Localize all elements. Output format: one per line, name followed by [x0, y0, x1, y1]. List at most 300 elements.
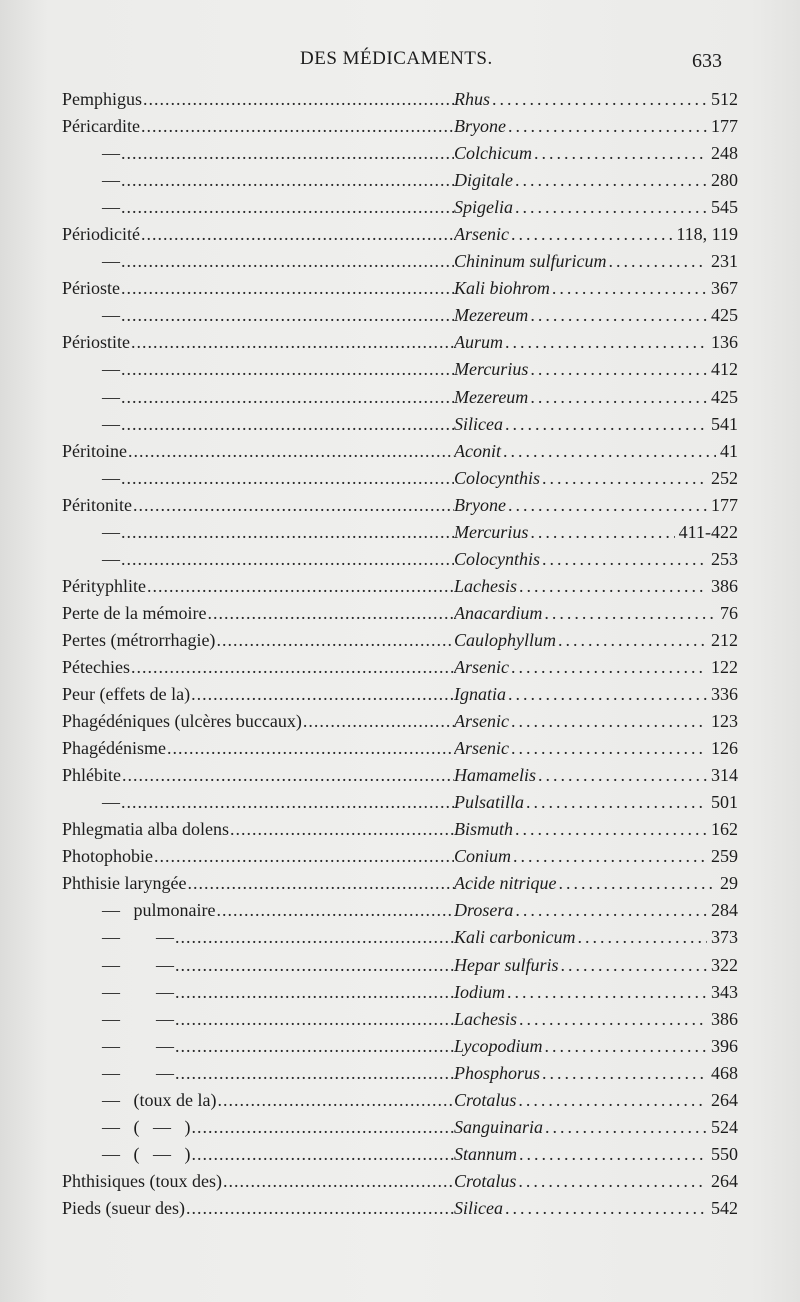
entry-remedy: Mezereum — [454, 305, 529, 326]
index-entry — [62, 384, 738, 411]
entry-remedy-column — [454, 1033, 738, 1060]
entry-remedy: Mercurius — [454, 521, 529, 542]
entry-term-column — [62, 681, 454, 708]
entry-term-column — [62, 573, 454, 600]
entry-pages: 264 — [711, 1170, 738, 1191]
entry-pages: 248 — [711, 143, 738, 164]
leader-dots — [534, 140, 707, 167]
entry-term-column — [62, 870, 454, 897]
entry-pages: 542 — [711, 1197, 738, 1218]
leader-dots — [230, 816, 454, 843]
entry-term-column — [62, 627, 454, 654]
entry-remedy: Colchicum — [454, 143, 532, 164]
entry-term: — — — [102, 1008, 174, 1029]
entry-term-column — [62, 86, 454, 113]
entry-term-column — [62, 519, 454, 546]
entry-remedy: Lycopodium — [454, 1035, 543, 1056]
leader-dots — [558, 870, 716, 897]
leader-dots — [175, 1033, 454, 1060]
entry-remedy-column — [454, 140, 738, 167]
entry-remedy: Aconit — [454, 440, 501, 461]
entry-remedy-column — [454, 519, 738, 546]
entry-remedy: Kali biohrom — [454, 278, 550, 299]
entry-term-column — [62, 221, 454, 248]
entry-remedy-column — [454, 356, 738, 383]
leader-dots — [121, 167, 454, 194]
entry-term: — pulmonaire — [102, 900, 216, 921]
entry-remedy: Conium — [454, 846, 512, 867]
leader-dots — [175, 1006, 454, 1033]
entry-remedy-column — [454, 979, 738, 1006]
page-number: 633 — [692, 50, 722, 72]
leader-dots — [121, 275, 454, 302]
entry-remedy: Sanguinaria — [454, 1116, 544, 1137]
entry-term: — (toux de la) — [102, 1089, 217, 1110]
entry-term: — ( — ) — [102, 1116, 191, 1137]
index-entry — [62, 627, 738, 654]
entry-remedy: Lachesis — [454, 575, 517, 596]
entry-pages: 336 — [711, 684, 738, 705]
leader-dots — [503, 438, 716, 465]
entry-remedy-column — [454, 1006, 738, 1033]
index-entry — [62, 221, 738, 248]
leader-dots — [511, 654, 707, 681]
leader-dots — [133, 492, 454, 519]
leader-dots — [519, 1141, 707, 1168]
index-entry — [62, 1087, 738, 1114]
index-entry — [62, 411, 738, 438]
leader-dots — [505, 1195, 707, 1222]
index-entry — [62, 897, 738, 924]
index-entry — [62, 952, 738, 979]
entry-pages: 231 — [711, 251, 738, 272]
entry-term: Pemphigus — [62, 89, 143, 109]
leader-dots — [538, 762, 707, 789]
entry-remedy-column — [454, 600, 738, 627]
entry-term-column — [62, 1087, 454, 1114]
entry-remedy: Phosphorus — [454, 1062, 541, 1083]
leader-dots — [121, 302, 454, 329]
entry-term-column — [62, 167, 454, 194]
leader-dots — [511, 735, 707, 762]
index-entry — [62, 492, 738, 519]
index-entry — [62, 681, 738, 708]
entry-pages: 367 — [711, 278, 738, 299]
entry-term: Péricardite — [62, 116, 140, 137]
index-entry — [62, 140, 738, 167]
entry-remedy: Arsenic — [454, 738, 509, 759]
entry-pages: 425 — [711, 386, 738, 407]
entry-remedy: Kali carbonicum — [454, 927, 576, 948]
index-entry — [62, 924, 738, 951]
entry-pages: 123 — [711, 711, 738, 732]
entry-pages: 512 — [711, 89, 738, 109]
entry-term: — — — [102, 1035, 174, 1056]
entry-term-column — [62, 302, 454, 329]
entry-remedy: Crotalus — [454, 1170, 517, 1191]
index-entry — [62, 735, 738, 762]
leader-dots — [515, 816, 707, 843]
index-entry — [62, 194, 738, 221]
entry-pages: 386 — [711, 575, 738, 596]
entry-term-column — [62, 1195, 454, 1222]
entry-remedy: Silicea — [454, 1197, 503, 1218]
entry-remedy-column — [454, 654, 738, 681]
leader-dots — [505, 329, 707, 356]
entry-term-column — [62, 789, 454, 816]
entry-term: Phagédénisme — [62, 738, 166, 759]
leader-dots — [530, 302, 707, 329]
entry-pages: 29 — [720, 873, 738, 894]
leader-dots — [122, 762, 454, 789]
entry-remedy-column — [454, 384, 738, 411]
entry-term-column — [62, 113, 454, 140]
index-entry — [62, 1168, 738, 1195]
entry-term-column — [62, 438, 454, 465]
entry-remedy: Stannum — [454, 1143, 517, 1164]
leader-dots — [191, 681, 454, 708]
entry-term-column — [62, 275, 454, 302]
entry-pages: 284 — [711, 900, 738, 921]
entry-term: — ( — ) — [102, 1143, 191, 1164]
entry-term: — — [102, 197, 120, 218]
entry-term: Périoste — [62, 278, 120, 299]
entry-remedy: Mercurius — [454, 359, 529, 380]
leader-dots — [187, 870, 454, 897]
entry-term-column — [62, 952, 454, 979]
leader-dots — [518, 1168, 707, 1195]
leader-dots — [544, 600, 716, 627]
entry-remedy-column — [454, 897, 738, 924]
entry-remedy: Acide nitrique — [454, 873, 557, 894]
entry-remedy-column — [454, 681, 738, 708]
leader-dots — [515, 897, 707, 924]
index-entry — [62, 1114, 738, 1141]
leader-dots — [508, 492, 707, 519]
leader-dots — [175, 952, 454, 979]
entry-pages: 468 — [711, 1062, 738, 1083]
leader-dots — [121, 140, 454, 167]
entry-term-column — [62, 654, 454, 681]
leader-dots — [154, 843, 454, 870]
leader-dots — [544, 1033, 707, 1060]
leader-dots — [143, 86, 454, 113]
entry-remedy: Chininum sulfuricum — [454, 251, 607, 272]
leader-dots — [518, 1087, 707, 1114]
index-entry — [62, 1195, 738, 1222]
leader-dots — [131, 654, 454, 681]
entry-pages: 541 — [711, 413, 738, 434]
entry-pages: 118, 119 — [676, 224, 738, 245]
entry-pages: 177 — [711, 494, 738, 515]
index-entry — [62, 573, 738, 600]
entry-term: Phlegmatia alba dolens — [62, 819, 229, 840]
entry-remedy-column — [454, 248, 738, 275]
leader-dots — [186, 1195, 454, 1222]
entry-term-column — [62, 329, 454, 356]
entry-remedy: Caulophyllum — [454, 629, 556, 650]
entry-remedy-column — [454, 789, 738, 816]
entry-pages: 501 — [711, 792, 738, 813]
leader-dots — [561, 952, 707, 979]
entry-remedy-column — [454, 546, 738, 573]
entry-pages: 373 — [711, 927, 738, 948]
entry-remedy-column — [454, 1060, 738, 1087]
entry-term: — — [102, 413, 120, 434]
leader-dots — [131, 329, 454, 356]
leader-dots — [141, 113, 454, 140]
entry-remedy-column — [454, 492, 738, 519]
leader-dots — [192, 1114, 455, 1141]
entry-remedy-column — [454, 438, 738, 465]
entry-term-column — [62, 897, 454, 924]
index-entry — [62, 275, 738, 302]
entry-remedy-column — [454, 302, 738, 329]
entry-term: Péritoine — [62, 440, 127, 461]
entry-remedy: Bryone — [454, 116, 506, 137]
entry-pages: 386 — [711, 1008, 738, 1029]
entry-term-column — [62, 248, 454, 275]
entry-term-column — [62, 140, 454, 167]
index-entry — [62, 356, 738, 383]
leader-dots — [578, 924, 708, 951]
entry-pages: 524 — [711, 1116, 738, 1137]
entry-remedy: Mezereum — [454, 386, 529, 407]
leader-dots — [513, 843, 707, 870]
leader-dots — [515, 194, 707, 221]
entry-remedy: Aurum — [454, 332, 503, 353]
index-entry — [62, 465, 738, 492]
leader-dots — [492, 86, 707, 113]
index-entry — [62, 546, 738, 573]
entry-term: Péritonite — [62, 494, 132, 515]
entry-remedy: Arsenic — [454, 656, 509, 677]
entry-remedy-column — [454, 194, 738, 221]
entry-term: Photophobie — [62, 846, 154, 867]
entry-remedy: Ignatia — [454, 684, 506, 705]
entry-remedy: Colocynthis — [454, 467, 540, 488]
index-entry — [62, 708, 738, 735]
entry-remedy-column — [454, 816, 738, 843]
entry-pages: 550 — [711, 1143, 738, 1164]
entry-pages: 76 — [720, 602, 738, 623]
entry-term-column — [62, 194, 454, 221]
entry-term: — — [102, 467, 120, 488]
entry-remedy-column — [454, 762, 738, 789]
entry-term-column — [62, 708, 454, 735]
leader-dots — [175, 1060, 454, 1087]
entry-remedy-column — [454, 843, 738, 870]
leader-dots — [128, 438, 454, 465]
leader-dots — [175, 979, 454, 1006]
entry-term: — — [102, 792, 120, 813]
index-entry — [62, 329, 738, 356]
index-entry — [62, 979, 738, 1006]
entry-pages: 425 — [711, 305, 738, 326]
leader-dots — [508, 681, 707, 708]
leader-dots — [507, 979, 707, 1006]
leader-dots — [223, 1168, 454, 1195]
entry-remedy-column — [454, 735, 738, 762]
index-entry — [62, 843, 738, 870]
entry-term: — — [102, 305, 120, 326]
entry-remedy: Iodium — [454, 981, 505, 1002]
entry-remedy-column — [454, 113, 738, 140]
entry-pages: 396 — [711, 1035, 738, 1056]
entry-remedy-column — [454, 86, 738, 113]
entry-term: Pétechies — [62, 656, 130, 677]
entry-term-column — [62, 979, 454, 1006]
running-title: DES MÉDICAMENTS. — [300, 48, 493, 69]
entry-remedy-column — [454, 167, 738, 194]
leader-dots — [542, 465, 707, 492]
entry-term-column — [62, 816, 454, 843]
leader-dots — [141, 221, 454, 248]
entry-remedy-column — [454, 573, 738, 600]
entry-term-column — [62, 1006, 454, 1033]
leader-dots — [505, 411, 707, 438]
leader-dots — [609, 248, 707, 275]
leader-dots — [530, 356, 707, 383]
entry-term: — — — [102, 981, 174, 1002]
entry-remedy-column — [454, 627, 738, 654]
leader-dots — [121, 194, 454, 221]
leader-dots — [530, 519, 674, 546]
entry-remedy: Lachesis — [454, 1008, 517, 1029]
entry-term: Pertes (métrorrhagie) — [62, 629, 216, 650]
entry-pages: 253 — [711, 548, 738, 569]
entry-pages: 264 — [711, 1089, 738, 1110]
entry-remedy: Crotalus — [454, 1089, 517, 1110]
leader-dots — [216, 897, 454, 924]
index-entry — [62, 789, 738, 816]
entry-remedy: Arsenic — [454, 711, 509, 732]
entry-term: Phlébite — [62, 765, 121, 786]
entry-term: Peur (effets de la) — [62, 684, 191, 705]
entry-remedy-column — [454, 411, 738, 438]
entry-term: — — [102, 386, 120, 407]
entry-term: Pérityphlite — [62, 575, 146, 596]
entry-term-column — [62, 492, 454, 519]
entry-pages: 259 — [711, 846, 738, 867]
entry-pages: 252 — [711, 467, 738, 488]
leader-dots — [519, 573, 707, 600]
entry-pages: 411-422 — [678, 521, 738, 542]
leader-dots — [121, 519, 454, 546]
index-entry — [62, 113, 738, 140]
entry-term: — — [102, 251, 120, 272]
entry-term: — — — [102, 1062, 174, 1083]
leader-dots — [217, 1087, 454, 1114]
entry-remedy: Hepar sulfuris — [454, 954, 559, 975]
entry-term-column — [62, 600, 454, 627]
leader-dots — [121, 465, 454, 492]
leader-dots — [530, 384, 707, 411]
entry-remedy-column — [454, 1141, 738, 1168]
index-entry — [62, 1141, 738, 1168]
entry-remedy-column — [454, 221, 738, 248]
entry-remedy-column — [454, 1168, 738, 1195]
entry-term-column — [62, 356, 454, 383]
entry-remedy-column — [454, 329, 738, 356]
entry-term-column — [62, 384, 454, 411]
index-entry — [62, 438, 738, 465]
index-entry — [62, 762, 738, 789]
leader-dots — [558, 627, 707, 654]
entry-term-column — [62, 411, 454, 438]
index-entry — [62, 816, 738, 843]
leader-dots — [207, 600, 454, 627]
entry-remedy: Spigelia — [454, 197, 513, 218]
leader-dots — [545, 1114, 707, 1141]
index-entry — [62, 870, 738, 897]
leader-dots — [508, 113, 707, 140]
entry-term-column — [62, 465, 454, 492]
entry-term: — — [102, 548, 120, 569]
entry-pages: 280 — [711, 170, 738, 191]
entry-remedy: Pulsatilla — [454, 792, 525, 813]
entry-term: — — [102, 170, 120, 191]
entry-term-column — [62, 1114, 454, 1141]
entry-pages: 41 — [720, 440, 738, 461]
entry-term: Perte de la mémoire — [62, 602, 207, 623]
entry-term: — — [102, 521, 120, 542]
index-entry — [62, 302, 738, 329]
index-entry — [62, 248, 738, 275]
entry-remedy-column — [454, 870, 738, 897]
entry-remedy: Drosera — [454, 900, 514, 921]
entry-remedy-column — [454, 1087, 738, 1114]
entry-term: — — — [102, 954, 174, 975]
entry-remedy: Anacardium — [454, 602, 543, 623]
leader-dots — [542, 1060, 707, 1087]
entry-remedy-column — [454, 465, 738, 492]
entry-pages: 177 — [711, 116, 738, 137]
entry-remedy-column — [454, 924, 738, 951]
leader-dots — [147, 573, 454, 600]
entry-remedy: Rhus — [454, 89, 490, 109]
entry-pages: 126 — [711, 738, 738, 759]
leader-dots — [511, 221, 672, 248]
index-entry — [62, 519, 738, 546]
entry-remedy: Silicea — [454, 413, 503, 434]
entry-term-column — [62, 1060, 454, 1087]
entry-pages: 122 — [711, 656, 738, 677]
entry-term-column — [62, 843, 454, 870]
entry-remedy: Colocynthis — [454, 548, 540, 569]
index-entry — [62, 600, 738, 627]
leader-dots — [121, 546, 454, 573]
entry-pages: 162 — [711, 819, 738, 840]
index-entry — [62, 1033, 738, 1060]
leader-dots — [303, 708, 454, 735]
entry-pages: 545 — [711, 197, 738, 218]
leader-dots — [121, 789, 454, 816]
leader-dots — [526, 789, 707, 816]
entry-pages: 412 — [711, 359, 738, 380]
index-entry — [62, 1006, 738, 1033]
entry-remedy: Hamamelis — [454, 765, 536, 786]
entry-term: Périodicité — [62, 224, 140, 245]
entry-term: — — — [102, 927, 174, 948]
leader-dots — [121, 356, 454, 383]
leader-dots — [175, 924, 454, 951]
leader-dots — [216, 627, 454, 654]
leader-dots — [192, 1141, 455, 1168]
entry-term: Phthisie laryngée — [62, 873, 187, 894]
index-entry — [62, 654, 738, 681]
page-header — [0, 48, 800, 80]
